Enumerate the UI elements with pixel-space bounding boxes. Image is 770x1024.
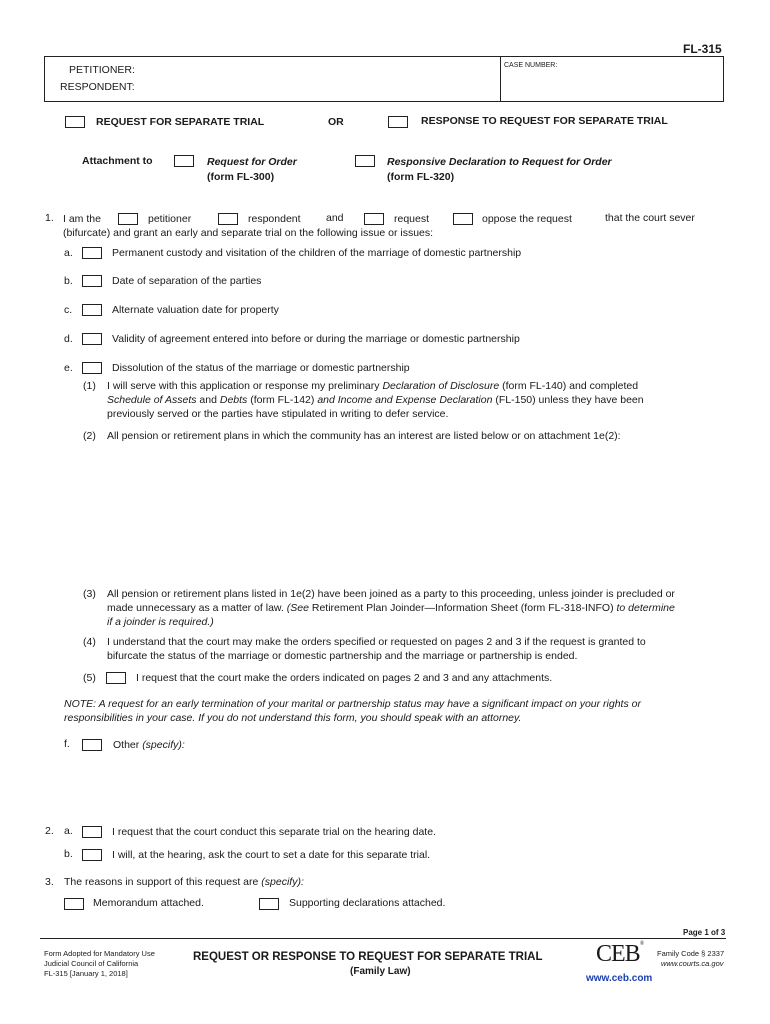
item1e3-number: (3): [83, 588, 96, 600]
petitioner-option: petitioner: [148, 213, 192, 225]
memorandum-label: Memorandum attached.: [93, 897, 204, 909]
rd-checkbox[interactable]: [355, 155, 375, 167]
rd-title: Responsive Declaration to Request for Order: [387, 156, 612, 168]
item1e1-line3: previously served or the parties have stipulated in writing to defer service.: [107, 408, 449, 420]
other-specify-entry-area[interactable]: [113, 756, 723, 814]
adopted-line1: Form Adopted for Mandatory Use: [44, 949, 155, 958]
or-label: OR: [328, 116, 344, 128]
adopted-line2: Judicial Council of California: [44, 959, 139, 968]
respondent-option: respondent: [248, 213, 301, 225]
item1e-letter: e.: [64, 362, 73, 374]
item1d-text: Validity of agreement entered into before or during the marriage or domestic partnership: [112, 333, 520, 345]
item2-number: 2.: [45, 825, 54, 837]
footer-title: REQUEST OR RESPONSE TO REQUEST FOR SEPARATE TRIAL: [193, 951, 543, 963]
item1b-text: Date of separation of the parties: [112, 275, 262, 287]
item1e1-line2: Schedule of Assets and Debts (form FL-142) and Income and Expense Declaration (FL-150) unless they have been: [107, 394, 644, 406]
adopted-line3: FL-315 [January 1, 2018]: [44, 969, 128, 978]
item1e3-line2: made unnecessary as a matter of law. (See Retirement Plan Joinder—Information Sheet (form FL-318-INFO) to determine: [107, 602, 675, 614]
note-line2: responsibilities in your case. If you do not understand this form, you should speak with an attorney.: [64, 712, 522, 724]
item1f-letter: f.: [64, 738, 70, 750]
declarations-label: Supporting declarations attached.: [289, 897, 446, 909]
form-number: FL-315: [683, 42, 722, 56]
item1e3-line1: All pension or retirement plans listed in 1e(2) have been joined as a party to this proceeding, unless joinder is precluded or: [107, 588, 675, 600]
item1e5-number: (5): [83, 672, 96, 684]
item1-number: 1.: [45, 212, 54, 224]
caption-box: [44, 56, 724, 102]
item1e4-line2: bifurcate the status of the marriage or domestic partnership and the marriage or partnership is ended.: [107, 650, 578, 662]
item1e2-number: (2): [83, 430, 96, 442]
caption-divider: [500, 56, 501, 102]
court-sever-text: that the court sever: [605, 212, 695, 224]
ceb-link[interactable]: www.ceb.com: [586, 973, 653, 984]
note-line1: NOTE: A request for an early termination of your marital or partnership status may have a significant impact on your rights or: [64, 698, 641, 710]
request-separate-trial-checkbox[interactable]: [65, 116, 85, 128]
footer-rule: [40, 938, 726, 939]
item1e5-checkbox[interactable]: [106, 672, 126, 684]
response-checkbox[interactable]: [388, 116, 408, 128]
declarations-checkbox[interactable]: [259, 898, 279, 910]
pension-plans-entry-area[interactable]: [107, 448, 722, 576]
item1e4-number: (4): [83, 636, 96, 648]
item1e3-line3: if a joinder is required.): [107, 616, 214, 628]
petitioner-label: PETITIONER:: [69, 64, 135, 76]
item2b-letter: b.: [64, 848, 73, 860]
page-number: Page 1 of 3: [683, 928, 726, 937]
courts-link[interactable]: www.courts.ca.gov: [661, 959, 724, 968]
rfo-title: Request for Order: [207, 156, 297, 168]
item1e1-number: (1): [83, 380, 96, 392]
item1d-checkbox[interactable]: [82, 333, 102, 345]
item1-line2: (bifurcate) and grant an early and separate trial on the following issue or issues:: [63, 227, 434, 239]
oppose-checkbox[interactable]: [453, 213, 473, 225]
response-label: RESPONSE TO REQUEST FOR SEPARATE TRIAL: [421, 115, 668, 127]
footer-subtitle: (Family Law): [350, 966, 411, 977]
item1b-checkbox[interactable]: [82, 275, 102, 287]
item1-i-am-the: I am the: [63, 213, 101, 225]
request-checkbox[interactable]: [364, 213, 384, 225]
item1c-checkbox[interactable]: [82, 304, 102, 316]
item1e5-text: I request that the court make the orders indicated on pages 2 and 3 and any attachments.: [136, 672, 553, 684]
rfo-checkbox[interactable]: [174, 155, 194, 167]
item2a-checkbox[interactable]: [82, 826, 102, 838]
rfo-form: (form FL-300): [207, 171, 275, 183]
respondent-checkbox[interactable]: [218, 213, 238, 225]
item3-number: 3.: [45, 876, 54, 888]
item1c-text: Alternate valuation date for property: [112, 304, 279, 316]
item3-text: The reasons in support of this request are (specify):: [64, 876, 304, 888]
attachment-label: Attachment to: [82, 155, 153, 167]
item1a-letter: a.: [64, 247, 73, 259]
item1a-checkbox[interactable]: [82, 247, 102, 259]
respondent-label: RESPONDENT:: [60, 81, 135, 93]
item2b-text: I will, at the hearing, ask the court to set a date for this separate trial.: [112, 849, 431, 861]
item1b-letter: b.: [64, 275, 73, 287]
rd-form: (form FL-320): [387, 171, 455, 183]
family-code: Family Code § 2337: [657, 949, 725, 958]
memorandum-checkbox[interactable]: [64, 898, 84, 910]
item1e4-line1: I understand that the court may make the orders specified or requested on pages 2 and 3 if the request is granted to: [107, 636, 646, 648]
ceb-logo: CEB®: [596, 941, 644, 967]
case-number-label: CASE NUMBER:: [504, 62, 558, 69]
item1f-text: Other (specify):: [113, 739, 185, 751]
oppose-option: oppose the request: [482, 213, 572, 225]
item2a-text: I request that the court conduct this separate trial on the hearing date.: [112, 826, 436, 838]
item2b-checkbox[interactable]: [82, 849, 102, 861]
request-separate-trial-label: REQUEST FOR SEPARATE TRIAL: [96, 116, 265, 128]
item1c-letter: c.: [64, 304, 73, 316]
item1e-checkbox[interactable]: [82, 362, 102, 374]
and-label: and: [326, 212, 344, 224]
item1d-letter: d.: [64, 333, 73, 345]
item1e1-line1: I will serve with this application or response my preliminary Declaration of Disclosure (form FL-140) and completed: [107, 380, 639, 392]
item1e-text: Dissolution of the status of the marriage or domestic partnership: [112, 362, 410, 374]
item1a-text: Permanent custody and visitation of the children of the marriage of domestic partnership: [112, 247, 522, 259]
request-option: request: [394, 213, 430, 225]
item2a-letter: a.: [64, 825, 73, 837]
item1e2-text: All pension or retirement plans in which the community has an interest are listed below or on attachment 1e(2):: [107, 430, 621, 442]
item1f-checkbox[interactable]: [82, 739, 102, 751]
petitioner-checkbox[interactable]: [118, 213, 138, 225]
